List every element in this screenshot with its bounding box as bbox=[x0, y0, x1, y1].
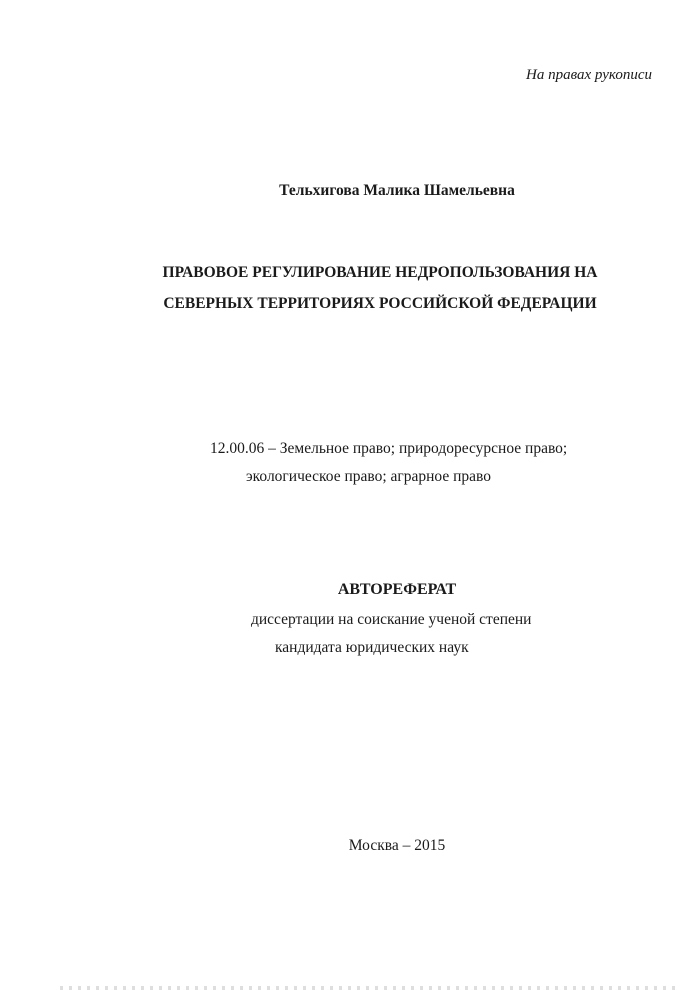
description-line-2: кандидата юридических наук bbox=[275, 639, 469, 656]
document-type: АВТОРЕФЕРАТ bbox=[337, 581, 457, 598]
specialty-line-1: 12.00.06 – Земельное право; природоресурсное право; bbox=[210, 440, 568, 457]
title-line-1: ПРАВОВОЕ РЕГУЛИРОВАНИЕ НЕДРОПОЛЬЗОВАНИЯ НА bbox=[162, 264, 598, 281]
author-name: Тельхигова Малика Шамельевна bbox=[279, 182, 515, 199]
scan-edge-artifact bbox=[60, 986, 680, 990]
specialty-line-2: экологическое право; аграрное право bbox=[246, 468, 492, 485]
rights-note: На правах рукописи bbox=[526, 67, 652, 83]
place-and-year: Москва – 2015 bbox=[348, 837, 446, 854]
description-line-1: диссертации на соискание ученой степени bbox=[251, 611, 532, 628]
title-line-2: СЕВЕРНЫХ ТЕРРИТОРИЯХ РОССИЙСКОЙ ФЕДЕРАЦИИ bbox=[163, 295, 597, 312]
